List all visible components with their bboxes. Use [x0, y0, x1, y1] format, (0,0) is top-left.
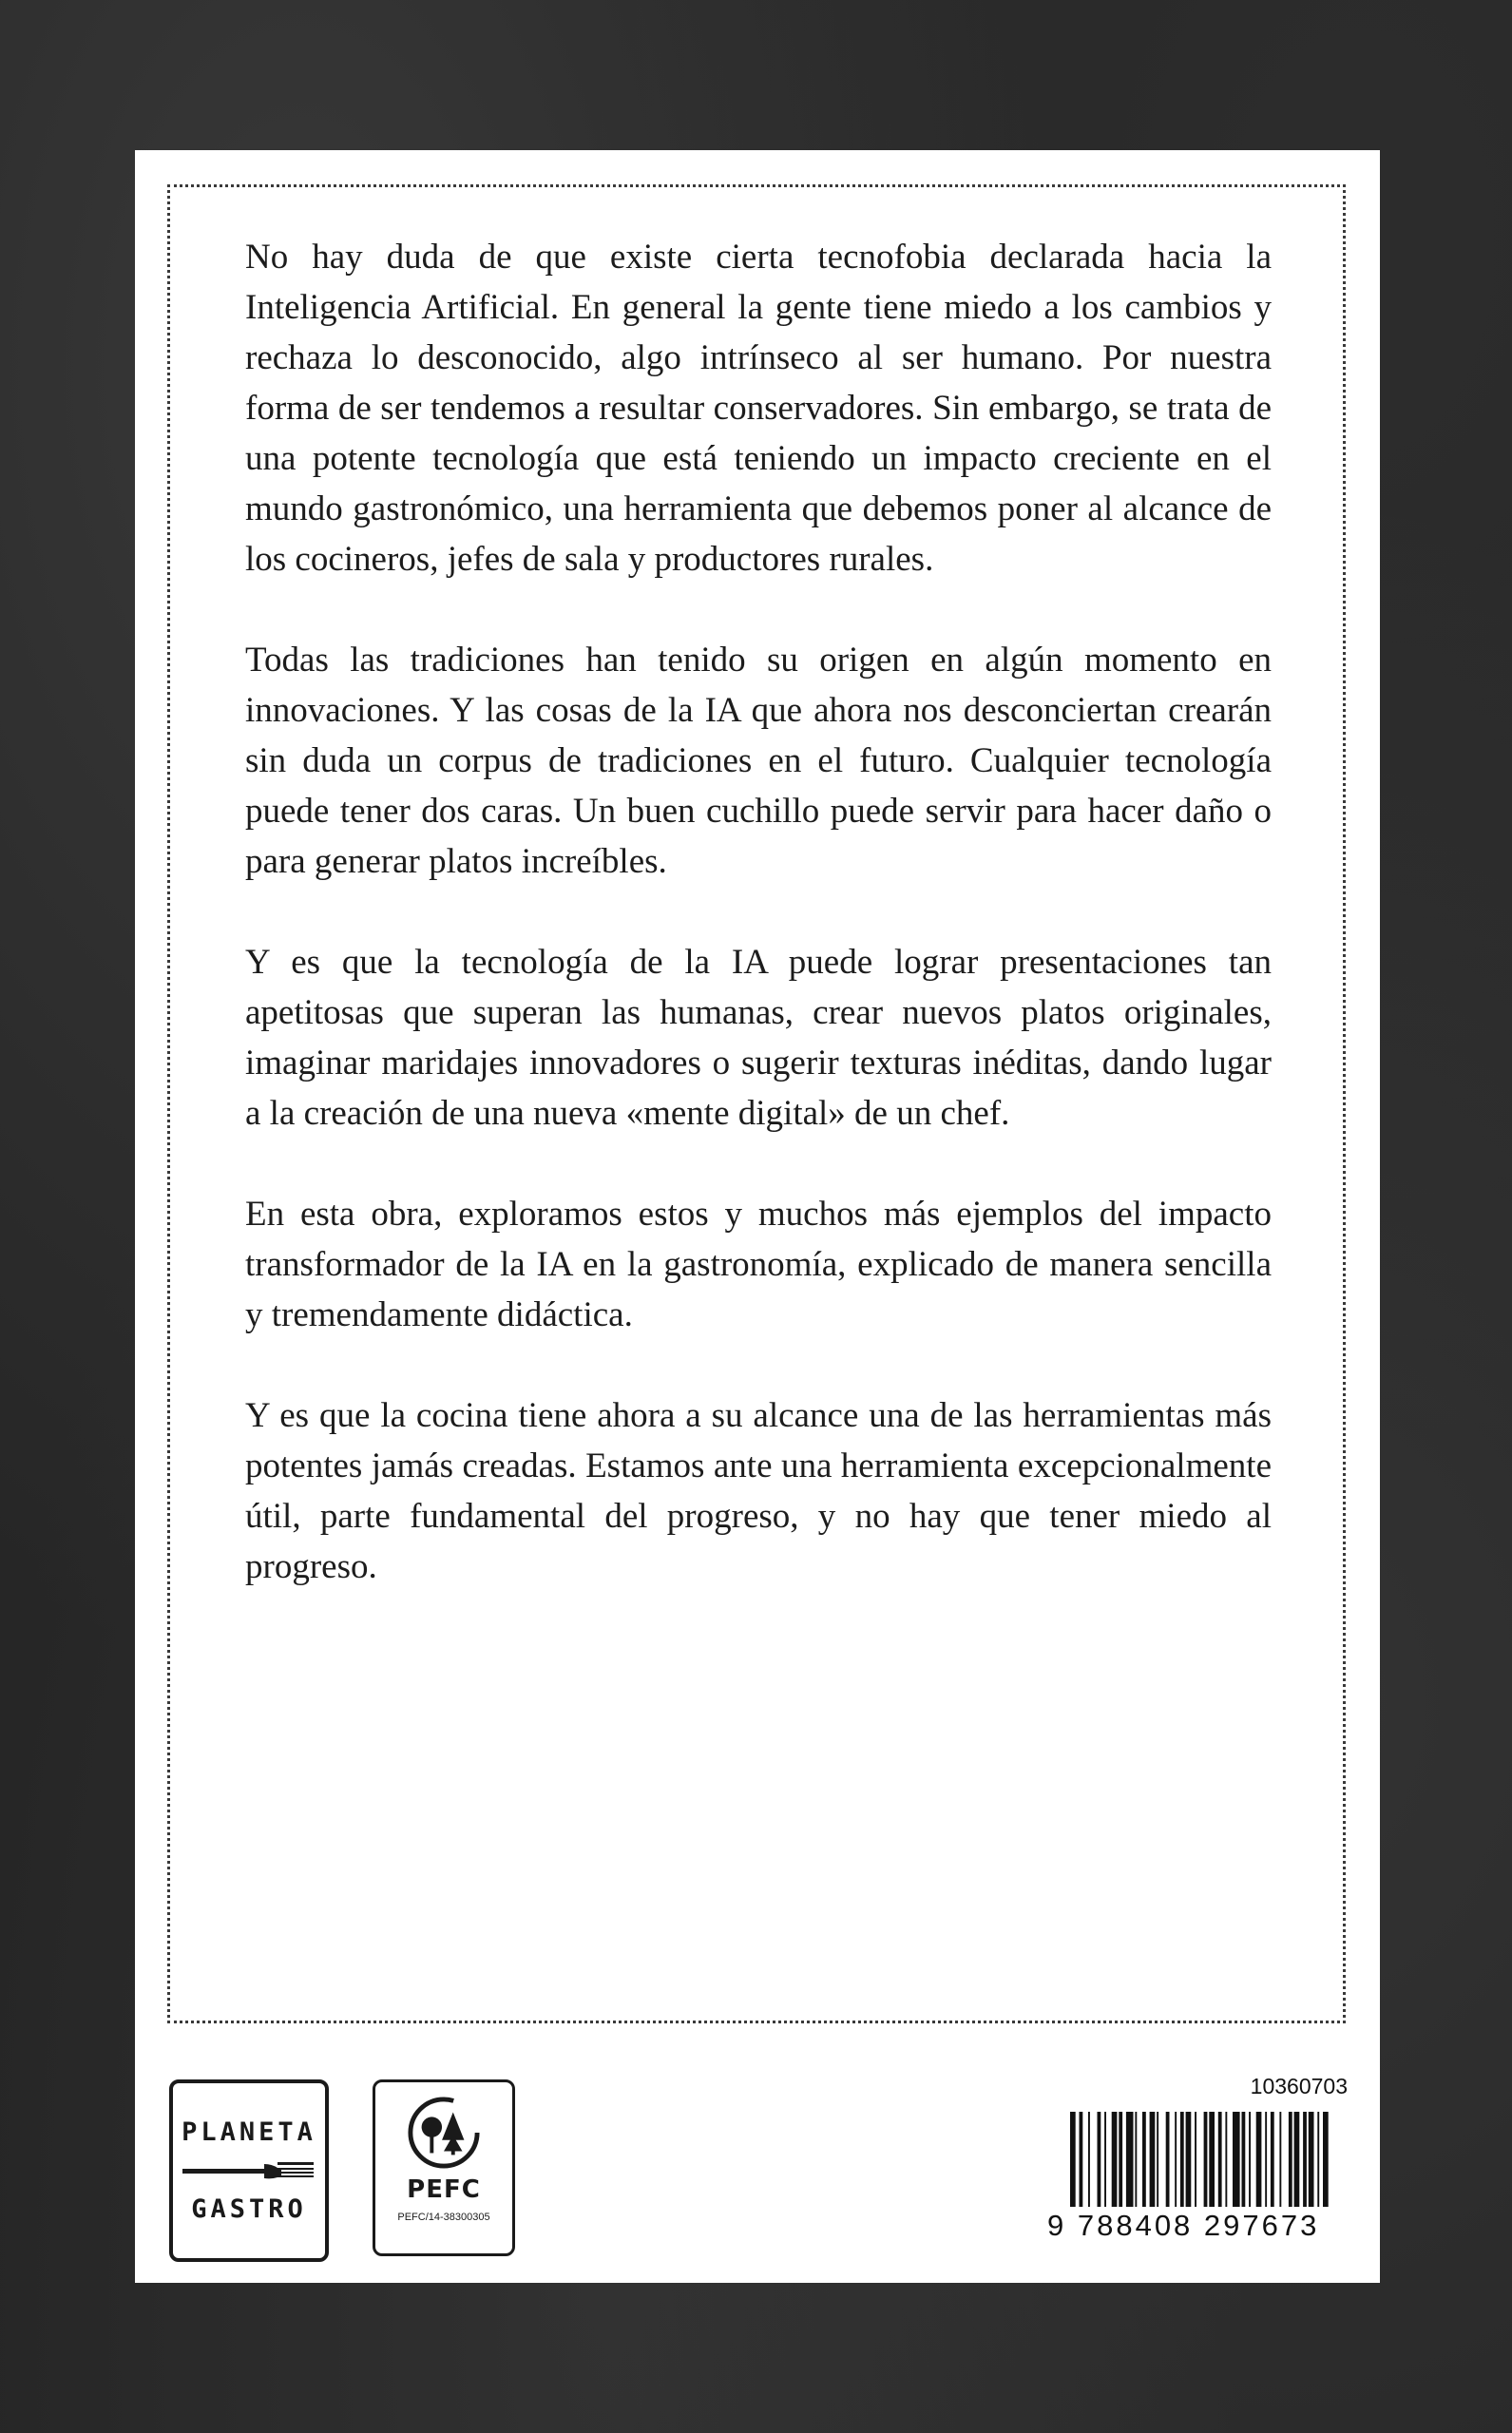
barcode-bar [1186, 2112, 1192, 2207]
barcode-bar [1166, 2112, 1170, 2207]
barcode-bar [1265, 2112, 1267, 2207]
barcode-bar [1309, 2112, 1314, 2207]
pefc-tree-icon [407, 2096, 481, 2170]
barcode-bar [1218, 2112, 1222, 2207]
barcode-bar [1256, 2112, 1262, 2207]
barcode-bar [1088, 2112, 1090, 2207]
blurb-text [245, 232, 1272, 1642]
barcode-bar [1157, 2112, 1158, 2207]
logo-line-1: PLANETA [182, 2117, 316, 2147]
barcode-bar [1119, 2112, 1122, 2207]
barcode-bar [1175, 2112, 1177, 2207]
barcode-bar [1080, 2112, 1083, 2207]
paragraph: En esta obra, exploramos estos y muchos más ejemplos del impacto transformador de la IA en la gastronomía, explicado de manera sencilla y tremendamente didáctica. [245, 1195, 1272, 1334]
barcode-bar [1242, 2112, 1246, 2207]
pefc-code: PEFC/14-38300305 [397, 2212, 490, 2223]
barcode-bar [1195, 2112, 1196, 2207]
barcode-bar [1289, 2112, 1292, 2207]
isbn-digits: 9 788408 297673 [1047, 2209, 1320, 2242]
barcode-bar [1142, 2112, 1146, 2207]
paragraph: Y es que la cocina tiene ahora a su alcance una de las herramientas más potentes jamás creadas. Estamos ante una herramienta excepcionalmente útil, parte fundamental del progreso, y no hay que tener miedo al progreso. [245, 1396, 1272, 1586]
pefc-logo [373, 2079, 515, 2256]
barcode-bar [1126, 2112, 1134, 2207]
barcode-bar [1104, 2112, 1106, 2207]
barcode-bar [1098, 2112, 1101, 2207]
barcode-bar [1249, 2112, 1251, 2207]
back-cover-panel [135, 150, 1380, 2283]
paragraph: Todas las tradiciones han tenido su origen en algún momento en innovaciones. Y las cosas de la IA que ahora nos desconciertan crearán sin duda un corpus de tradiciones en el futuro. Cualquier tecnología puede tener dos caras. Un buen cuchillo puede servir para hacer daño o para generar platos increíbles. [245, 641, 1272, 881]
logo-line-2: GASTRO [191, 2194, 307, 2224]
barcode-bar [1150, 2112, 1156, 2207]
barcode-bar [1294, 2112, 1300, 2207]
barcode-bar [1271, 2112, 1274, 2207]
paragraph: No hay duda de que existe cierta tecnofobia declarada hacia la Inteligencia Artificial. En general la gente tiene miedo a los cambios y rechaza lo desconocido, algo intrínseco al ser humano. Por nuestra forma de ser tendemos a resultar conservadores. Sin embargo, se trata de una potente tecnología que está teniendo un impacto creciente en el mundo gastronómico, una herramienta que debemos poner al alcance de los cocineros, jefes de sala y productores rurales. [245, 238, 1272, 579]
fork-icon [182, 2156, 316, 2185]
barcode-bar [1209, 2112, 1215, 2207]
barcode-bar [1303, 2112, 1307, 2207]
barcode-bar [1180, 2112, 1184, 2207]
barcode-bar [1323, 2112, 1329, 2207]
barcode-bars [1047, 2112, 1348, 2207]
planeta-gastro-logo [169, 2079, 329, 2262]
barcode-bar [1233, 2112, 1240, 2207]
paragraph: Y es que la tecnología de la IA puede lograr presentaciones tan apetitosas que superan las humanas, crear nuevos platos originales, imaginar maridajes innovadores o sugerir texturas inéditas, dando lugar a la creación de una nueva «mente digital» de un chef. [245, 943, 1272, 1133]
barcode-bar [1204, 2112, 1208, 2207]
barcode-reference: 10360703 [1250, 2074, 1348, 2098]
barcode [1047, 2074, 1348, 2264]
barcode-bar [1070, 2112, 1076, 2207]
barcode-bar [1135, 2112, 1137, 2207]
pefc-label: PEFC [407, 2175, 481, 2204]
barcode-bar [1112, 2112, 1118, 2207]
barcode-bar [1317, 2112, 1319, 2207]
barcode-bar [1279, 2112, 1281, 2207]
barcode-bar [1225, 2112, 1227, 2207]
